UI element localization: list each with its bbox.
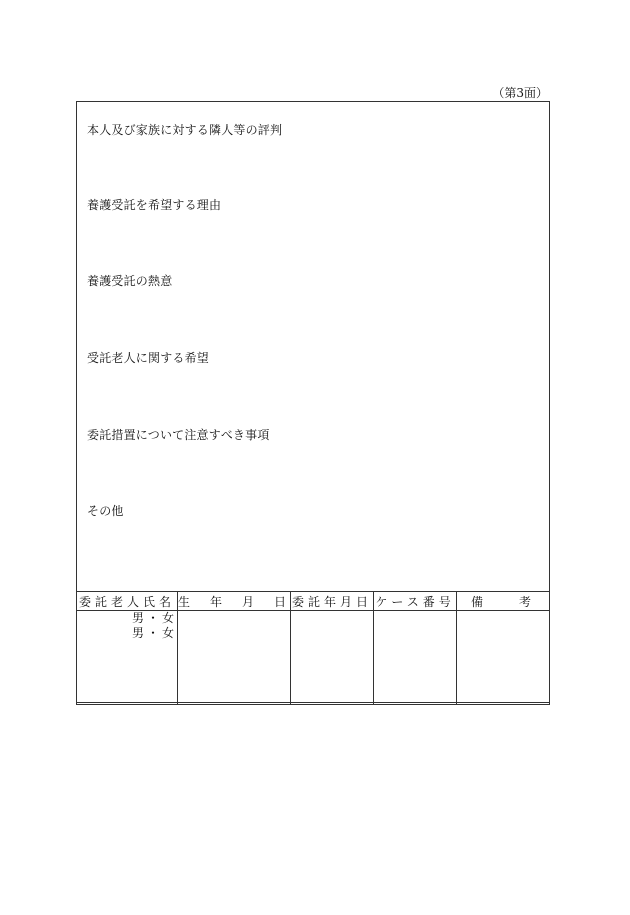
header-remarks: 備 考 — [457, 592, 550, 611]
sex-option-1: 男・女 — [131, 611, 177, 625]
header-birth-date: 生 年 月 日 — [178, 592, 291, 611]
section-reason-for-request: 養護受託を希望する理由 — [87, 198, 222, 212]
placement-date-cell[interactable] — [291, 611, 374, 705]
elderly-name-cell[interactable] — [77, 611, 178, 705]
case-number-cell[interactable] — [374, 611, 457, 705]
section-neighbor-reputation: 本人及び家族に対する隣人等の評判 — [87, 123, 283, 137]
section-enthusiasm: 養護受託の熱意 — [87, 274, 173, 288]
page-number-label: （第3面） — [492, 86, 548, 100]
table-header-row — [77, 592, 550, 611]
header-placement-date: 委託年月日 — [291, 592, 374, 611]
header-case-number: ケース番号 — [374, 592, 457, 611]
form-box — [76, 101, 550, 703]
placement-table — [76, 591, 550, 705]
table-row — [77, 611, 550, 705]
header-elderly-name: 委託老人氏名 — [77, 592, 178, 611]
birth-date-cell[interactable] — [178, 611, 291, 705]
section-other: その他 — [87, 504, 124, 518]
remarks-cell[interactable] — [457, 611, 550, 705]
sex-option-2: 男・女 — [131, 626, 177, 640]
section-elderly-preference: 受託老人に関する希望 — [87, 351, 210, 365]
section-placement-notes: 委託措置について注意すべき事項 — [87, 428, 270, 442]
